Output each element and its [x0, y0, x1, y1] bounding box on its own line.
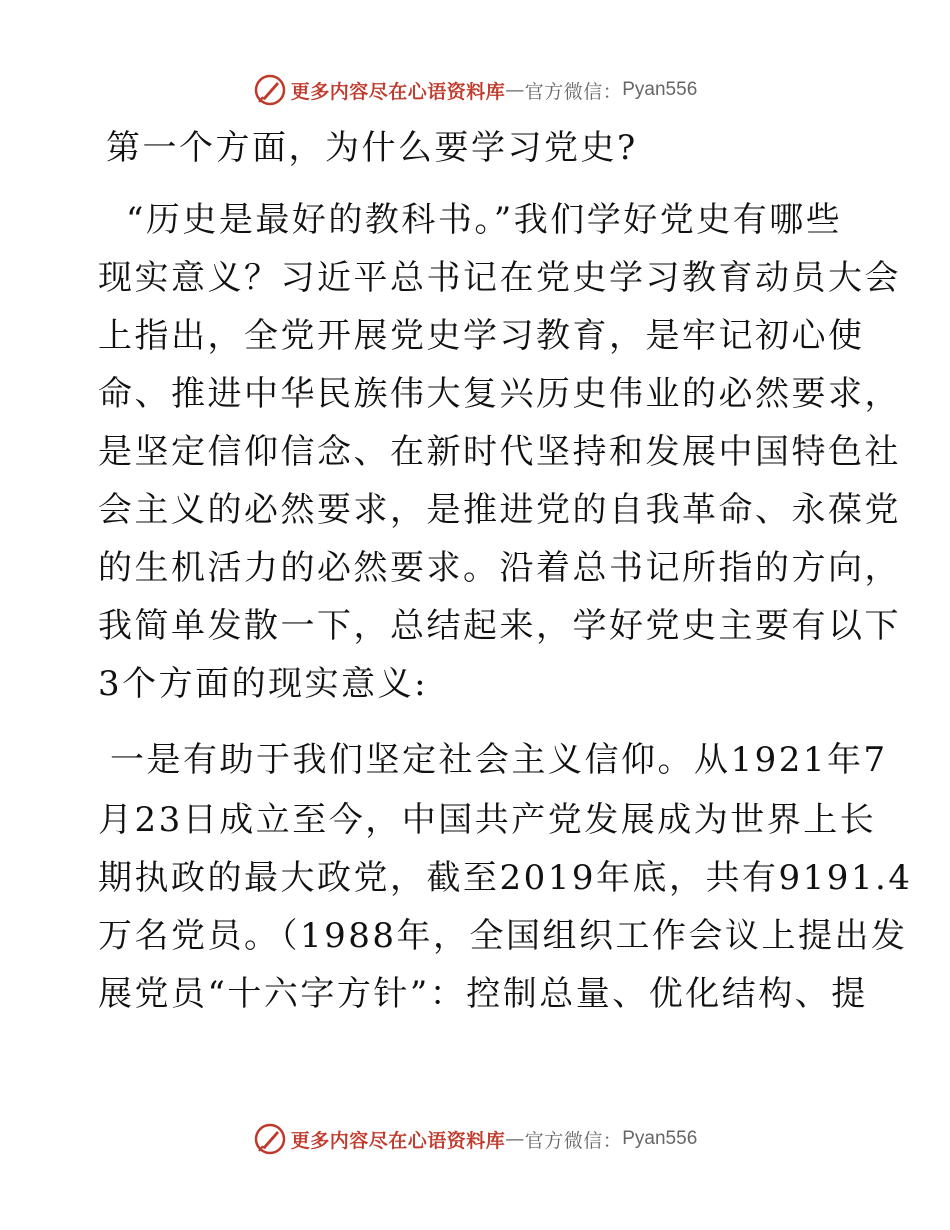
- paragraph1-line: “历史是最好的教科书。”我们学好党史有哪些: [126, 200, 843, 240]
- watermark-wechat-id: Pyan556: [622, 1128, 698, 1149]
- watermark-footer: [0, 1119, 950, 1159]
- watermark-header: [0, 70, 950, 110]
- paragraph2-line: 展党员“十六字方针”：控制总量、优化结构、提: [98, 974, 868, 1014]
- paragraph2-line: 期执政的最大政党，截至2019年底，共有9191.4: [98, 858, 913, 898]
- paragraph2-line: 一是有助于我们坚定社会主义信仰。从1921年7: [110, 740, 888, 780]
- watermark-gray-text: 官方微信：: [524, 1129, 623, 1152]
- watermark-red-text: 更多内容尽在心语资料库: [290, 1129, 506, 1152]
- paragraph1-line: 上指出，全党开展党史学习教育，是牢记初心使: [98, 316, 865, 356]
- paragraph1-line: 的生机活力的必然要求。沿着总书记所指的方向，: [98, 548, 901, 588]
- section-title: 第一个方面，为什么要学习党史?: [106, 128, 638, 168]
- paragraph1-line: 3个方面的现实意义:: [98, 664, 429, 704]
- paragraph2-line: 万名党员。（1988年，全国组织工作会议上提出发: [98, 916, 908, 956]
- paragraph2-line: 月23日成立至今，中国共产党发展成为世界上长: [98, 800, 877, 840]
- quill-logo-icon: [253, 73, 287, 107]
- watermark-wechat-id: Pyan556: [622, 79, 698, 100]
- quill-logo-icon: [253, 1122, 287, 1156]
- watermark-gray-text: 官方微信：: [524, 80, 623, 103]
- paragraph1-line: 命、推进中华民族伟大复兴历史伟业的必然要求，: [98, 374, 901, 414]
- paragraph1-line: 现实意义？习近平总书记在党史学习教育动员大会: [98, 258, 901, 298]
- watermark-dash: —: [505, 1128, 525, 1150]
- watermark-red-text: 更多内容尽在心语资料库: [290, 80, 506, 103]
- watermark-dash: —: [505, 79, 525, 101]
- paragraph1-line: 我简单发散一下，总结起来，学好党史主要有以下: [98, 606, 901, 646]
- paragraph1-line: 是坚定信仰信念、在新时代坚持和发展中国特色社: [98, 432, 901, 472]
- paragraph1-line: 会主义的必然要求，是推进党的自我革命、永葆党: [98, 490, 901, 530]
